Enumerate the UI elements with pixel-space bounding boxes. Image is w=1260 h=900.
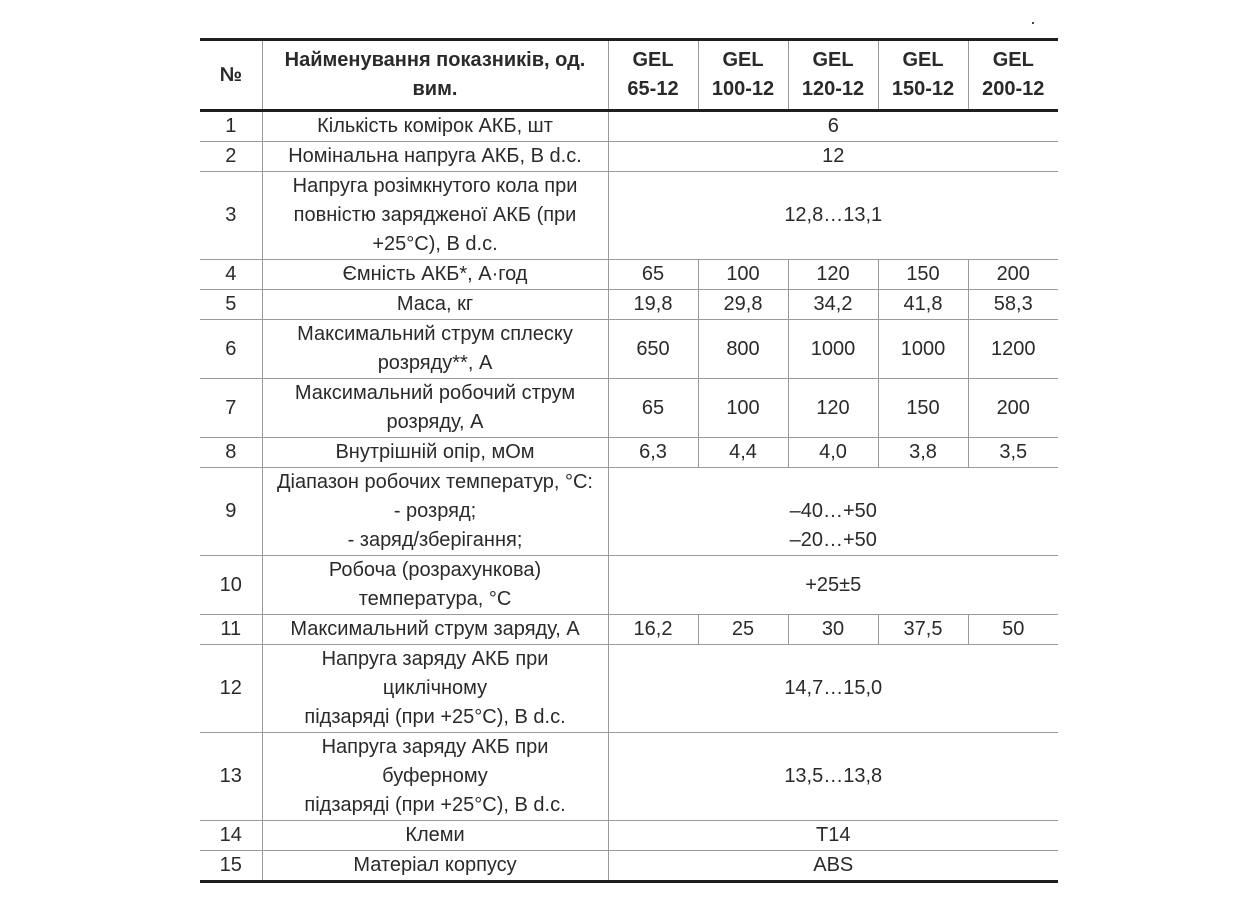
shared-value bbox=[608, 645, 1058, 733]
shared-value-line: 6 bbox=[827, 115, 839, 137]
parameter-name-line: Клеми bbox=[405, 824, 465, 846]
parameter-name-line: - заряд/зберігання; bbox=[347, 529, 523, 551]
table-row bbox=[200, 821, 1058, 851]
table-row bbox=[200, 320, 1058, 379]
model-value: 65 bbox=[608, 379, 698, 438]
parameter-name bbox=[262, 142, 608, 172]
shared-value bbox=[608, 142, 1058, 172]
shared-value bbox=[608, 111, 1058, 142]
model-value: 34,2 bbox=[788, 290, 878, 320]
model-value: 120 bbox=[788, 260, 878, 290]
parameter-name-line: Максимальний робочий струм bbox=[294, 382, 576, 404]
shared-value-line: Т14 bbox=[816, 824, 851, 846]
header-model bbox=[698, 40, 788, 111]
parameter-name-line: температура, °С bbox=[358, 588, 512, 610]
header-model bbox=[608, 40, 698, 111]
parameter-name-line: розряду, А bbox=[386, 411, 484, 433]
model-value: 1000 bbox=[878, 320, 968, 379]
header-model bbox=[788, 40, 878, 111]
row-number: 7 bbox=[200, 379, 262, 438]
parameter-name bbox=[262, 645, 608, 733]
table-row bbox=[200, 142, 1058, 172]
model-value: 29,8 bbox=[698, 290, 788, 320]
parameter-name-line: розряду**, А bbox=[377, 352, 493, 374]
parameter-name-line: Максимальний струм сплеску bbox=[297, 323, 573, 345]
shared-value-line: 12,8…13,1 bbox=[784, 204, 883, 226]
parameter-name bbox=[262, 438, 608, 468]
model-value: 120 bbox=[788, 379, 878, 438]
header-model-line: 65-12 bbox=[627, 78, 679, 100]
battery-spec-table bbox=[200, 38, 1058, 883]
shared-value-line: 14,7…15,0 bbox=[784, 677, 883, 699]
parameter-name bbox=[262, 821, 608, 851]
parameter-name-line: +25°С), В d.c. bbox=[372, 233, 498, 255]
table-body bbox=[200, 111, 1058, 882]
shared-value-line: –20…+50 bbox=[789, 529, 877, 551]
model-value: 50 bbox=[968, 615, 1058, 645]
model-value: 1000 bbox=[788, 320, 878, 379]
row-number: 13 bbox=[200, 733, 262, 821]
parameter-name bbox=[262, 172, 608, 260]
model-value: 30 bbox=[788, 615, 878, 645]
parameter-name-line: Максимальний струм заряду, А bbox=[290, 618, 580, 640]
shared-value bbox=[608, 172, 1058, 260]
header-model-line: GEL bbox=[992, 49, 1034, 71]
parameter-name bbox=[262, 320, 608, 379]
shared-value-line: +25±5 bbox=[805, 573, 862, 596]
table-row bbox=[200, 290, 1058, 320]
model-value: 100 bbox=[698, 260, 788, 290]
model-value: 650 bbox=[608, 320, 698, 379]
model-value: 19,8 bbox=[608, 290, 698, 320]
model-value: 25 bbox=[698, 615, 788, 645]
table-row bbox=[200, 438, 1058, 468]
row-number: 12 bbox=[200, 645, 262, 733]
row-number: 9 bbox=[200, 468, 262, 556]
model-value: 100 bbox=[698, 379, 788, 438]
model-value: 200 bbox=[968, 379, 1058, 438]
row-number: 11 bbox=[200, 615, 262, 645]
model-value: 3,5 bbox=[968, 438, 1058, 468]
parameter-name-line: підзаряді (при +25°С), В d.c. bbox=[304, 794, 566, 816]
header-model-line: GEL bbox=[812, 49, 854, 71]
spacer bbox=[615, 468, 1053, 497]
parameter-name bbox=[262, 615, 608, 645]
parameter-name-line: Напруга заряду АКБ при циклічному bbox=[321, 648, 549, 699]
header-model-line: GEL bbox=[902, 49, 944, 71]
model-value: 150 bbox=[878, 260, 968, 290]
header-model-line: 120-12 bbox=[801, 78, 865, 100]
model-value: 200 bbox=[968, 260, 1058, 290]
table-row bbox=[200, 733, 1058, 821]
parameter-name-line: Матеріал корпусу bbox=[353, 854, 517, 876]
model-value: 1200 bbox=[968, 320, 1058, 379]
model-value: 150 bbox=[878, 379, 968, 438]
header-name-line: вим. bbox=[412, 78, 458, 100]
table-row bbox=[200, 111, 1058, 142]
table-row bbox=[200, 260, 1058, 290]
model-value: 3,8 bbox=[878, 438, 968, 468]
parameter-name-line: Робоча (розрахункова) bbox=[328, 559, 542, 581]
header-model-line: GEL bbox=[722, 49, 764, 71]
parameter-name bbox=[262, 733, 608, 821]
header-model-line: 100-12 bbox=[711, 78, 775, 100]
shared-value bbox=[608, 733, 1058, 821]
header-parameter-name bbox=[262, 40, 608, 111]
parameter-name-line: Діапазон робочих температур, °С: bbox=[276, 471, 593, 493]
shared-value-line: 12 bbox=[822, 145, 845, 167]
page-mark bbox=[1032, 22, 1034, 24]
parameter-name-line: Ємність АКБ*, А·год bbox=[342, 263, 528, 285]
row-number: 4 bbox=[200, 260, 262, 290]
model-value: 16,2 bbox=[608, 615, 698, 645]
header-name-line: Найменування показників, од. bbox=[284, 49, 586, 71]
parameter-name-line: Кількість комірок АКБ, шт bbox=[317, 115, 553, 137]
row-number: 5 bbox=[200, 290, 262, 320]
model-value: 37,5 bbox=[878, 615, 968, 645]
parameter-name-line: - розряд; bbox=[393, 500, 477, 522]
table-row bbox=[200, 556, 1058, 615]
parameter-name-line: повністю зарядженої АКБ (при bbox=[293, 204, 577, 226]
header-model bbox=[968, 40, 1058, 111]
row-number: 3 bbox=[200, 172, 262, 260]
header-model bbox=[878, 40, 968, 111]
header-model-line: 200-12 bbox=[982, 78, 1045, 100]
parameter-name-line: Маса, кг bbox=[396, 293, 474, 315]
model-value: 41,8 bbox=[878, 290, 968, 320]
header-num: № bbox=[200, 40, 262, 111]
table-header-row bbox=[200, 40, 1058, 111]
parameter-name-line: Напруга заряду АКБ при буферному bbox=[321, 736, 549, 787]
row-number: 10 bbox=[200, 556, 262, 615]
model-value: 65 bbox=[608, 260, 698, 290]
shared-value-line: 13,5…13,8 bbox=[784, 765, 883, 787]
table-row bbox=[200, 645, 1058, 733]
table-row bbox=[200, 615, 1058, 645]
table-row bbox=[200, 379, 1058, 438]
model-value: 800 bbox=[698, 320, 788, 379]
header-model-line: 150-12 bbox=[891, 78, 955, 100]
shared-value-line: ABS bbox=[813, 854, 854, 876]
table-row bbox=[200, 851, 1058, 882]
parameter-name bbox=[262, 111, 608, 142]
table-row bbox=[200, 468, 1058, 556]
shared-value-line: –40…+50 bbox=[789, 500, 877, 522]
parameter-name bbox=[262, 556, 608, 615]
table-row bbox=[200, 172, 1058, 260]
model-value: 6,3 bbox=[608, 438, 698, 468]
parameter-name-line: Номінальна напруга АКБ, В d.c. bbox=[288, 145, 582, 167]
parameter-name-line: Напруга розімкнутого кола при bbox=[292, 175, 578, 197]
model-value: 4,4 bbox=[698, 438, 788, 468]
parameter-name-line: підзаряді (при +25°С), В d.c. bbox=[304, 706, 566, 728]
parameter-name bbox=[262, 468, 608, 556]
row-number: 6 bbox=[200, 320, 262, 379]
parameter-name-line: Внутрішній опір, мОм bbox=[335, 441, 535, 463]
model-value: 58,3 bbox=[968, 290, 1058, 320]
parameter-name bbox=[262, 851, 608, 882]
row-number: 8 bbox=[200, 438, 262, 468]
parameter-name bbox=[262, 290, 608, 320]
shared-value bbox=[608, 821, 1058, 851]
row-number: 1 bbox=[200, 111, 262, 142]
model-value: 4,0 bbox=[788, 438, 878, 468]
row-number: 14 bbox=[200, 821, 262, 851]
shared-value bbox=[608, 556, 1058, 615]
row-number: 15 bbox=[200, 851, 262, 882]
header-model-line: GEL bbox=[632, 49, 674, 71]
parameter-name bbox=[262, 379, 608, 438]
shared-value bbox=[608, 468, 1058, 556]
shared-value bbox=[608, 851, 1058, 882]
row-number: 2 bbox=[200, 142, 262, 172]
parameter-name bbox=[262, 260, 608, 290]
